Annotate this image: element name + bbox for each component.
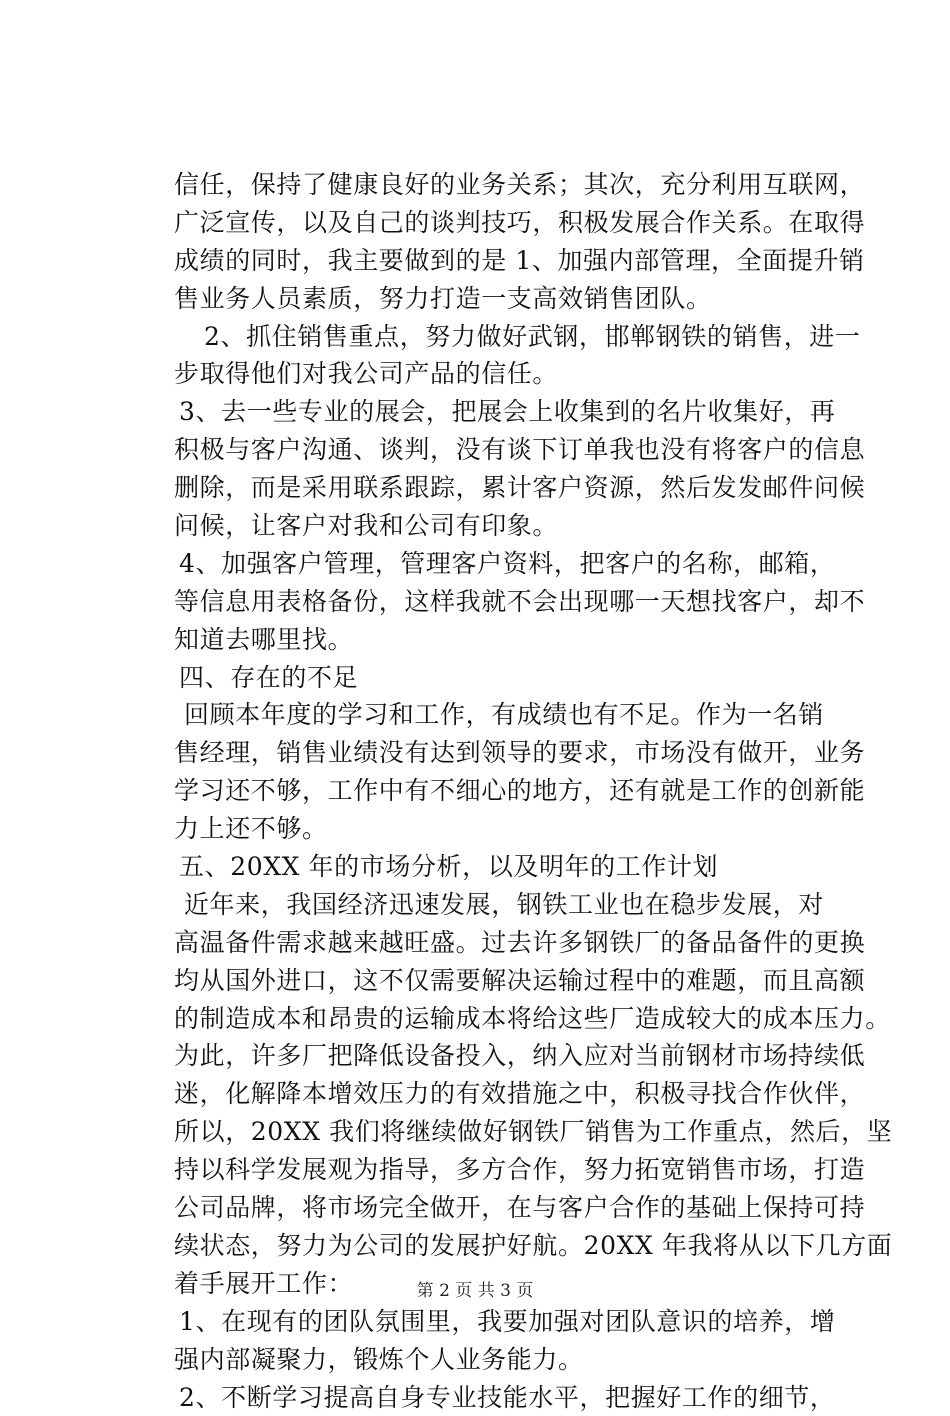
text-line: 售经理，销售业绩没有达到领导的要求，市场没有做开，业务	[174, 734, 834, 772]
text-line: 所以，20XX 我们将继续做好钢铁厂销售为工作重点，然后，坚	[174, 1113, 834, 1151]
section-heading: 四、存在的不足	[174, 659, 834, 697]
text-line: 问候，让客户对我和公司有印象。	[174, 507, 834, 545]
text-line: 成绩的同时，我主要做到的是 1、加强内部管理，全面提升销	[174, 242, 834, 280]
text-line: 持以科学发展观为指导，多方合作，努力拓宽销售市场，打造	[174, 1151, 834, 1189]
text-line: 积极与客户沟通、谈判，没有谈下订单我也没有将客户的信息	[174, 431, 834, 469]
text-line: 2、抓住销售重点，努力做好武钢，邯郸钢铁的销售，进一	[174, 318, 834, 356]
text-line: 删除，而是采用联系跟踪，累计客户资源，然后发发邮件问候	[174, 469, 834, 507]
text-line: 广泛宣传，以及自己的谈判技巧，积极发展合作关系。在取得	[174, 204, 834, 242]
section-heading: 五、20XX 年的市场分析，以及明年的工作计划	[174, 848, 834, 886]
text-line: 高温备件需求越来越旺盛。过去许多钢铁厂的备品备件的更换	[174, 924, 834, 962]
text-line: 强内部凝聚力，锻炼个人业务能力。	[174, 1341, 834, 1379]
text-line: 力上还不够。	[174, 810, 834, 848]
body-text	[174, 166, 834, 1416]
text-line: 近年来，我国经济迅速发展，钢铁工业也在稳步发展，对	[174, 886, 834, 924]
text-line: 回顾本年度的学习和工作，有成绩也有不足。作为一名销	[174, 696, 834, 734]
text-line: 着手展开工作：	[174, 1265, 834, 1303]
text-line: 续状态，努力为公司的发展护好航。20XX 年我将从以下几方面	[174, 1227, 834, 1265]
text-line: 2、不断学习提高自身专业技能水平，把握好工作的细节，	[174, 1379, 834, 1416]
page-number-footer: 第 2 页 共 3 页	[0, 1276, 950, 1301]
text-line: 等信息用表格备份，这样我就不会出现哪一天想找客户，却不	[174, 583, 834, 621]
text-line: 的制造成本和昂贵的运输成本将给这些厂造成较大的成本压力。	[174, 1000, 834, 1038]
text-line: 为此，许多厂把降低设备投入，纳入应对当前钢材市场持续低	[174, 1037, 834, 1075]
text-line: 步取得他们对我公司产品的信任。	[174, 355, 834, 393]
text-line: 公司品牌，将市场完全做开，在与客户合作的基础上保持可持	[174, 1189, 834, 1227]
text-line: 均从国外进口，这不仅需要解决运输过程中的难题，而且高额	[174, 962, 834, 1000]
text-line: 4、加强客户管理，管理客户资料，把客户的名称，邮箱，	[174, 545, 834, 583]
text-line: 迷，化解降本增效压力的有效措施之中，积极寻找合作伙伴，	[174, 1075, 834, 1113]
text-line: 1、在现有的团队氛围里，我要加强对团队意识的培养，增	[174, 1303, 834, 1341]
text-line: 售业务人员素质，努力打造一支高效销售团队。	[174, 280, 834, 318]
text-line: 信任，保持了健康良好的业务关系；其次，充分利用互联网，	[174, 166, 834, 204]
text-line: 学习还不够，工作中有不细心的地方，还有就是工作的创新能	[174, 772, 834, 810]
text-line: 3、去一些专业的展会，把展会上收集到的名片收集好，再	[174, 393, 834, 431]
text-line: 知道去哪里找。	[174, 621, 834, 659]
